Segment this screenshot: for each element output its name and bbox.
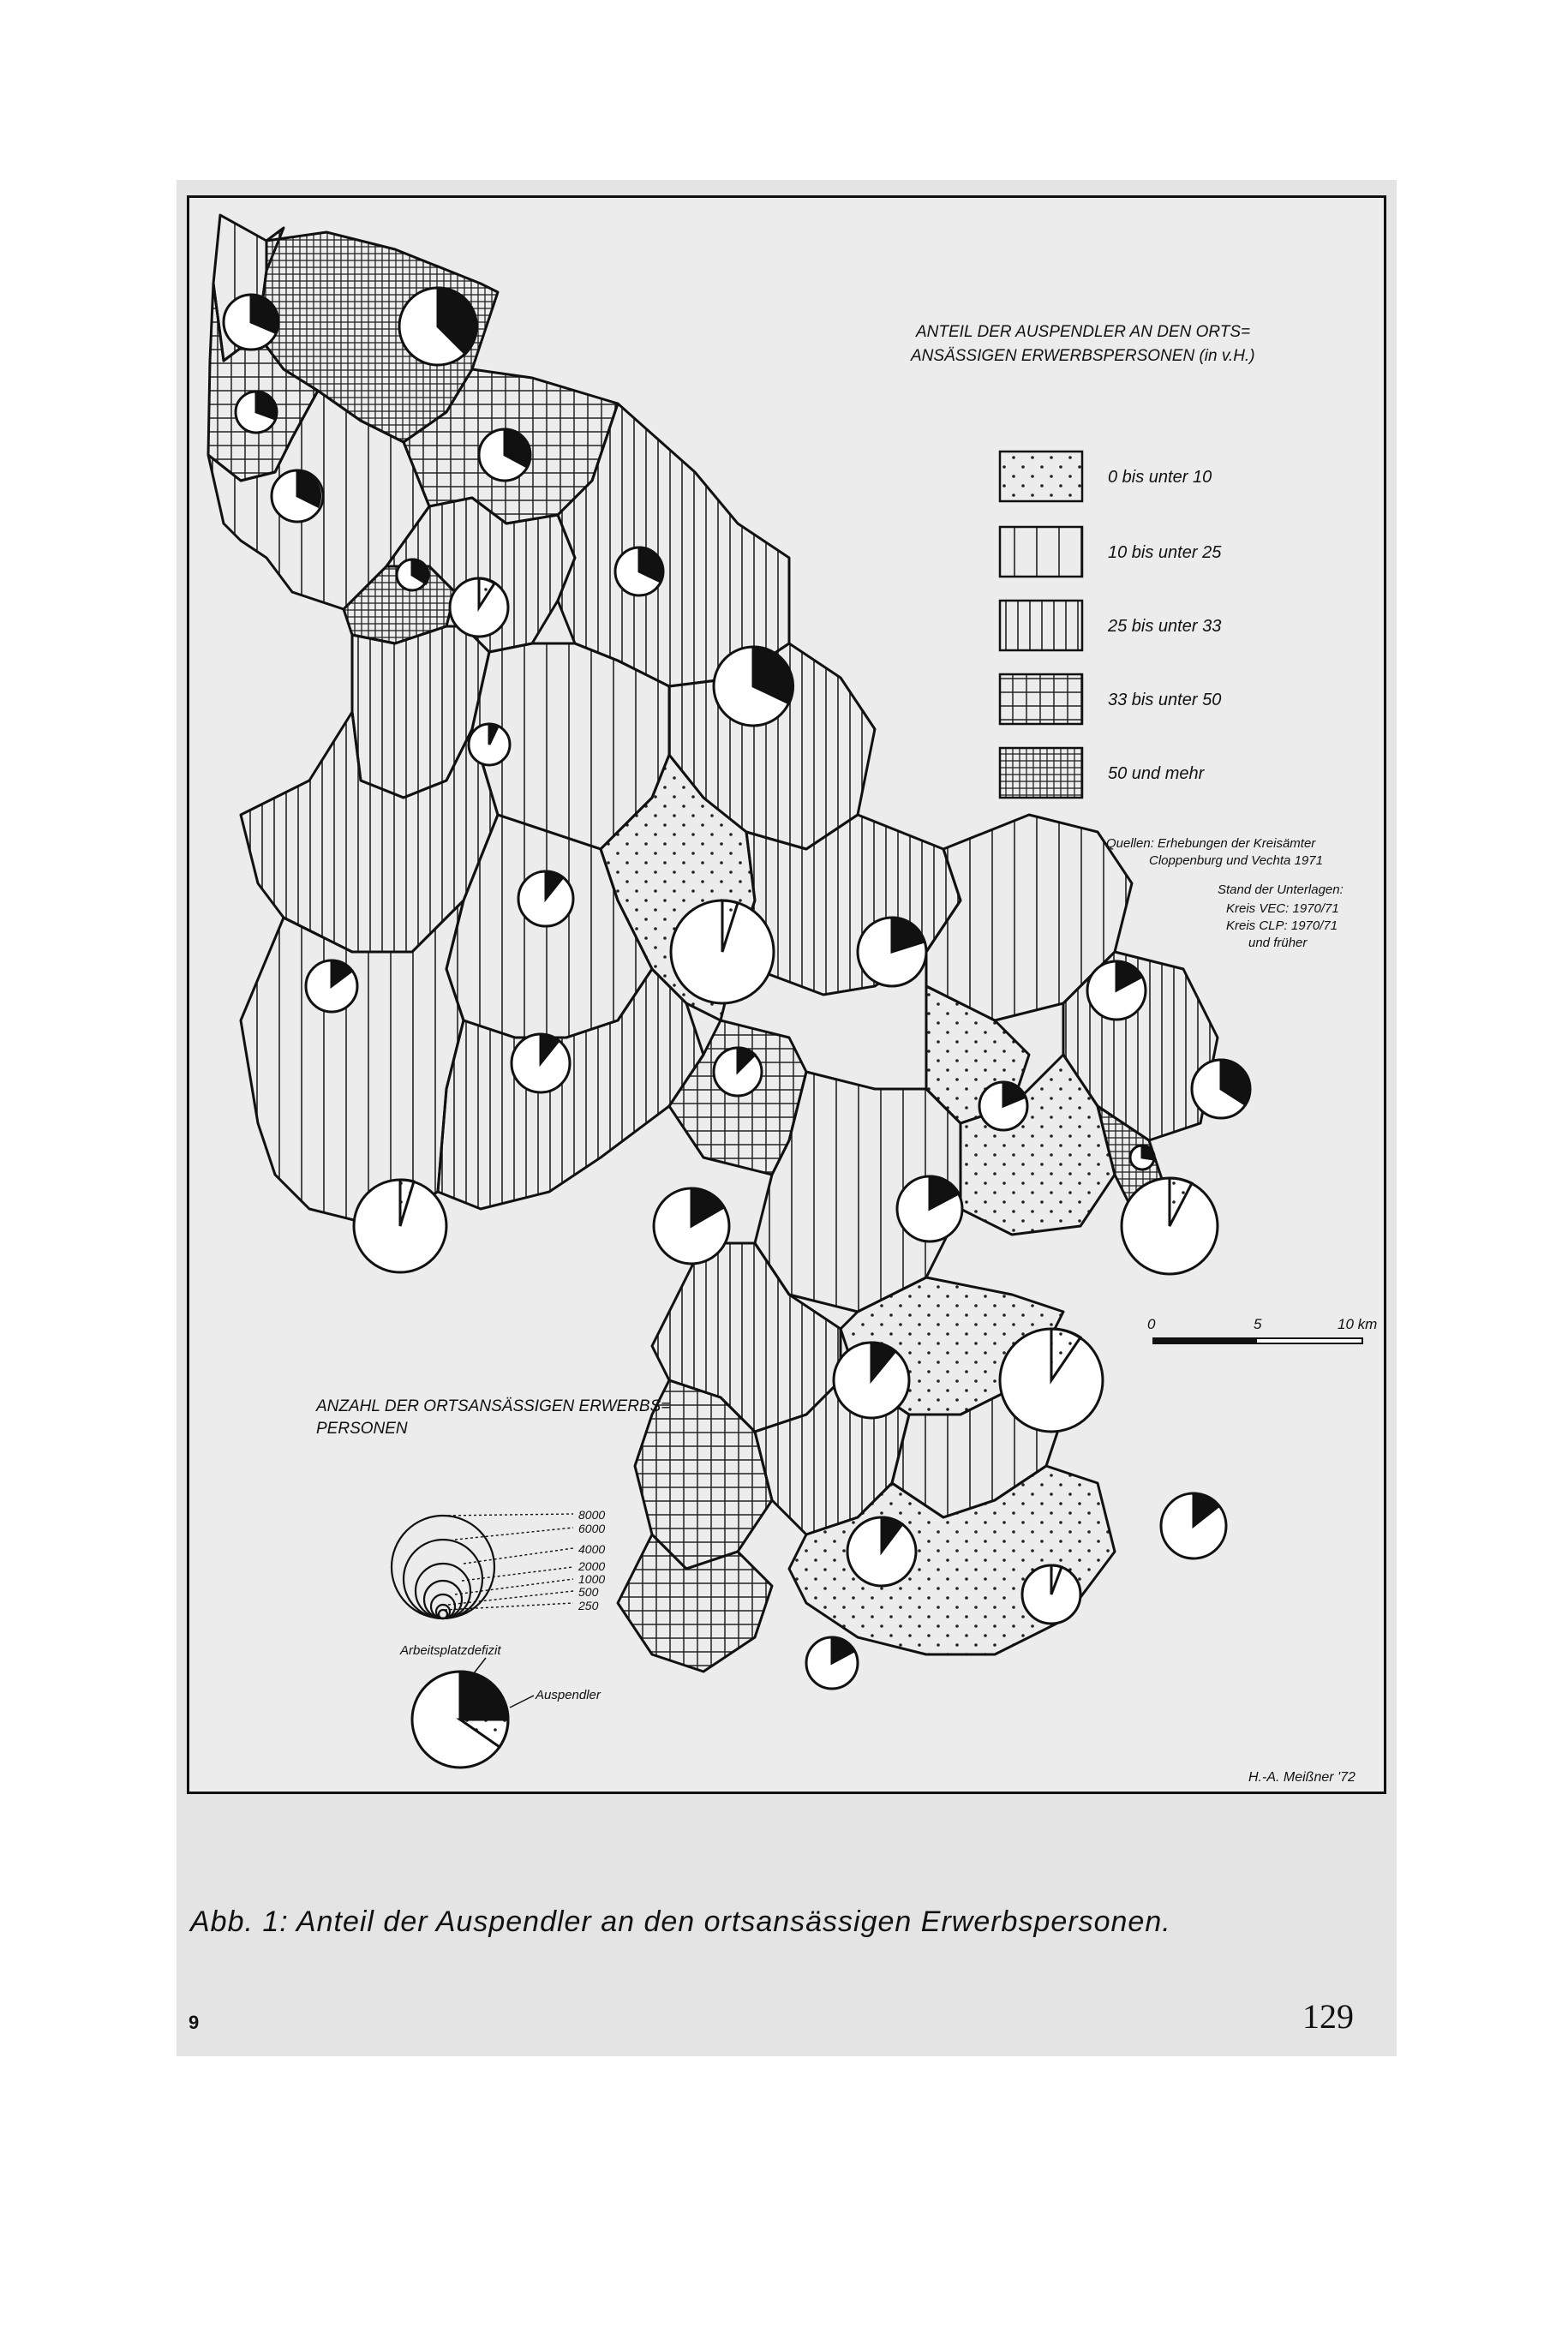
legend-swatch-dots [1000, 452, 1082, 501]
pie-symbol [671, 900, 774, 1003]
sources-line2: Cloppenburg und Vechta 1971 [1149, 853, 1323, 868]
pie-symbol [1087, 961, 1146, 1020]
sources-line5: Kreis CLP: 1970/71 [1226, 918, 1338, 933]
map-title-line2: ANSÄSSIGEN ERWERBSPERSONEN (in v.H.) [911, 347, 1255, 365]
pie-symbol [1130, 1146, 1154, 1169]
size-legend-title-line2: PERSONEN [316, 1420, 408, 1438]
pie-symbol [399, 288, 476, 365]
pie-symbol [469, 724, 510, 765]
pie-symbol [1000, 1329, 1103, 1432]
size-leader-lines [443, 1514, 573, 1610]
size-legend [315, 1397, 670, 1618]
size-value-8000: 8000 [578, 1508, 606, 1522]
pie-legend-deficit-label: Arbeitsplatzdefizit [400, 1643, 501, 1658]
pie-symbol [354, 1180, 446, 1272]
pie-legend-commuter-label: Auspendler [536, 1688, 601, 1702]
sources-line3: Stand der Unterlagen: [1218, 882, 1344, 897]
legend-label-class-4: 33 bis unter 50 [1108, 691, 1222, 709]
size-legend-title-line1: ANZAHL DER ORTSANSÄSSIGEN ERWERBS= [316, 1397, 671, 1415]
pie-symbol [897, 1176, 962, 1241]
scale-zero: 0 [1147, 1316, 1156, 1332]
size-value-2000: 2000 [578, 1559, 606, 1573]
legend-label-class-3: 25 bis unter 33 [1108, 617, 1222, 636]
legend-swatch-dense-grid [1000, 748, 1082, 798]
pie-symbol [450, 578, 508, 637]
pie-symbol [615, 547, 663, 595]
map-figure [187, 195, 1386, 1794]
pie-legend [399, 1643, 601, 1768]
figure-caption: Abb. 1: Anteil der Auspendler an den ortsansässigen Erwerbspersonen. [190, 1905, 1171, 1938]
size-value-500: 500 [578, 1585, 599, 1599]
scale-end: 10 km [1338, 1316, 1378, 1332]
corner-mark: 9 [189, 2012, 200, 2033]
district-map [189, 198, 1384, 1792]
nested-circles [392, 1516, 494, 1618]
pie-symbol [1161, 1493, 1226, 1558]
pie-symbol [714, 1048, 762, 1096]
pie-symbol [858, 918, 926, 986]
pie-symbol [236, 392, 277, 433]
pie-symbol [806, 1637, 858, 1689]
scale-bar [1147, 1316, 1377, 1344]
sources-line1: Quellen: Erhebungen der Kreisämter [1106, 836, 1316, 851]
pie-symbol [654, 1188, 729, 1264]
pie-symbol [306, 960, 357, 1012]
sources-line4: Kreis VEC: 1970/71 [1226, 901, 1339, 916]
class-legend [1000, 452, 1222, 798]
map-title-line1: ANTEIL DER AUSPENDLER AN DEN ORTS= [916, 323, 1251, 341]
sources-line6: und früher [1248, 936, 1308, 950]
size-value-250: 250 [578, 1599, 599, 1612]
pie-symbol [1192, 1060, 1250, 1118]
size-value-6000: 6000 [578, 1522, 606, 1535]
legend-label-class-2: 10 bis unter 25 [1108, 543, 1222, 562]
legend-label-class-5: 50 und mehr [1108, 764, 1205, 783]
pie-symbol [224, 295, 278, 350]
legend-swatch-narrow-vertical [1000, 601, 1082, 650]
sources-note [1106, 836, 1344, 950]
author-signature: H.-A. Meißner '72 [1248, 1770, 1356, 1785]
size-value-1000: 1000 [578, 1572, 606, 1586]
size-value-4000: 4000 [578, 1542, 606, 1556]
legend-swatch-grid [1000, 674, 1082, 724]
pie-symbol [714, 647, 793, 726]
pie-symbol [397, 559, 428, 590]
legend-label-class-1: 0 bis unter 10 [1108, 468, 1212, 487]
scale-bar-segment [1257, 1339, 1362, 1343]
pie-symbol [518, 871, 573, 926]
pie-symbol [1122, 1178, 1218, 1274]
pie-symbol [479, 429, 530, 481]
pie-symbol [1022, 1565, 1080, 1624]
pie-symbol [834, 1343, 909, 1418]
pie-symbol [847, 1517, 916, 1586]
pie-symbol [979, 1082, 1027, 1130]
scale-mid: 5 [1254, 1316, 1262, 1332]
pie-symbol [512, 1034, 570, 1092]
page-number: 129 [1302, 1997, 1354, 2036]
legend-swatch-wide-vertical [1000, 527, 1082, 577]
pie-symbol [272, 470, 323, 522]
